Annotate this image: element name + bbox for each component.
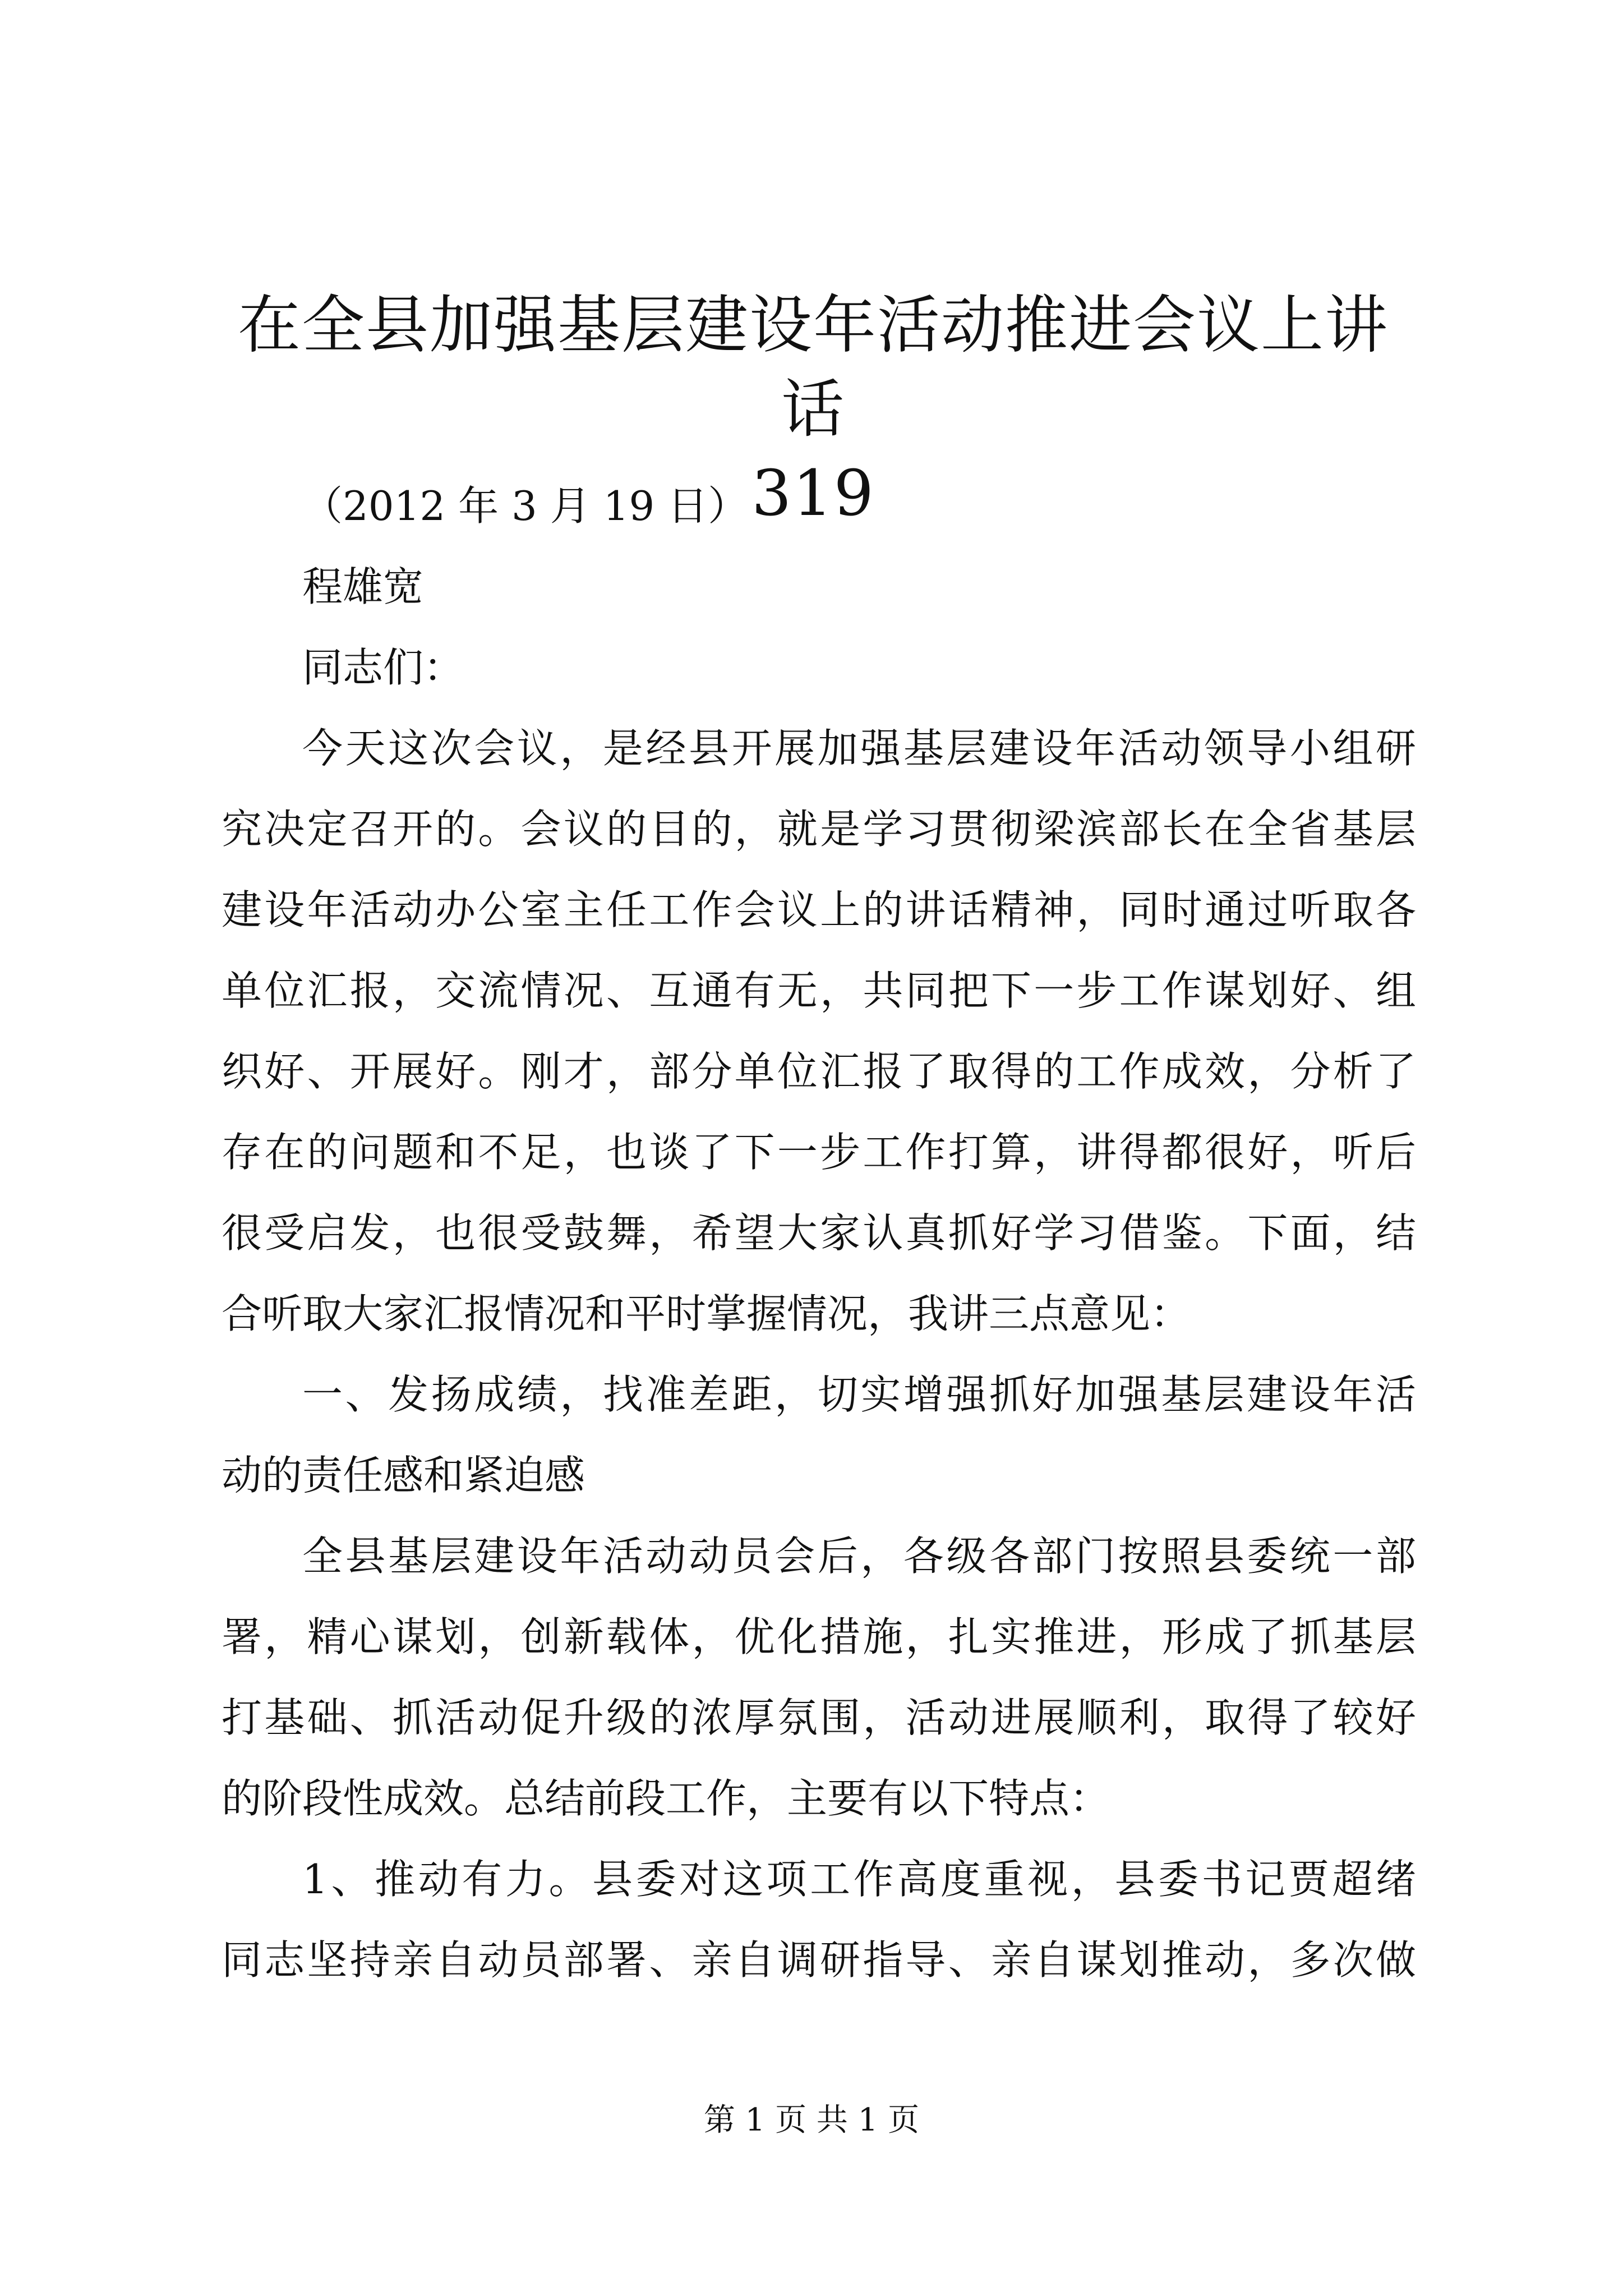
paragraph-line: 同志坚持亲自动员部署、亲自调研指导、亲自谋划推动，多次做	[222, 1936, 1416, 1984]
title-line-2: 319	[751, 457, 875, 530]
author-line: 程雄宽	[302, 563, 424, 610]
paragraph-line: 究决定召开的。会议的目的，就是学习贯彻梁滨部长在全省基层	[222, 806, 1416, 853]
paragraph-line: 全县基层建设年活动动员会后，各级各部门按照县委统一部	[302, 1533, 1416, 1580]
paragraph-line: 建设年活动办公室主任工作会议上的讲话精神，同时通过听取各	[222, 886, 1416, 933]
paragraph-line: 署，精心谋划，创新载体，优化措施，扎实推进，形成了抓基层	[222, 1613, 1416, 1660]
paragraph-line: 单位汇报，交流情况、互通有无，共同把下一步工作谋划好、组	[222, 967, 1416, 1014]
page-footer: 第 1 页 共 1 页	[703, 2102, 920, 2138]
paragraph-line: 打基础、抓活动促升级的浓厚氛围，活动进展顺利，取得了较好	[222, 1694, 1416, 1741]
document-body	[222, 466, 1416, 2000]
salutation-line: 同志们：	[302, 644, 464, 691]
date-line: （2012 年 3 月 19 日）	[302, 482, 749, 530]
paragraph-line: 很受启发，也很受鼓舞，希望大家认真抓好学习借鉴。下面，结	[222, 1209, 1416, 1257]
paragraph-line: 存在的问题和不足，也谈了下一步工作打算，讲得都很好，听后	[222, 1129, 1416, 1176]
paragraph-line: 合听取大家汇报情况和平时掌握情况，我讲三点意见：	[222, 1290, 1191, 1337]
section-heading-line: 一、发扬成绩，找准差距，切实增强抓好加强基层建设年活	[302, 1371, 1416, 1418]
section-heading-line: 动的责任感和紧迫感	[222, 1452, 585, 1499]
paragraph-line: 织好、开展好。刚才，部分单位汇报了取得的工作成效，分析了	[222, 1048, 1416, 1095]
title-line-1: 在全县加强基层建设年活动推进会议上讲话	[238, 289, 1389, 446]
paragraph-line: 今天这次会议，是经县开展加强基层建设年活动领导小组研	[302, 725, 1416, 772]
paragraph-line: 1、推动有力。县委对这项工作高度重视，县委书记贾超绪	[302, 1856, 1416, 1903]
paragraph-line: 的阶段性成效。总结前段工作，主要有以下特点：	[222, 1775, 1110, 1822]
